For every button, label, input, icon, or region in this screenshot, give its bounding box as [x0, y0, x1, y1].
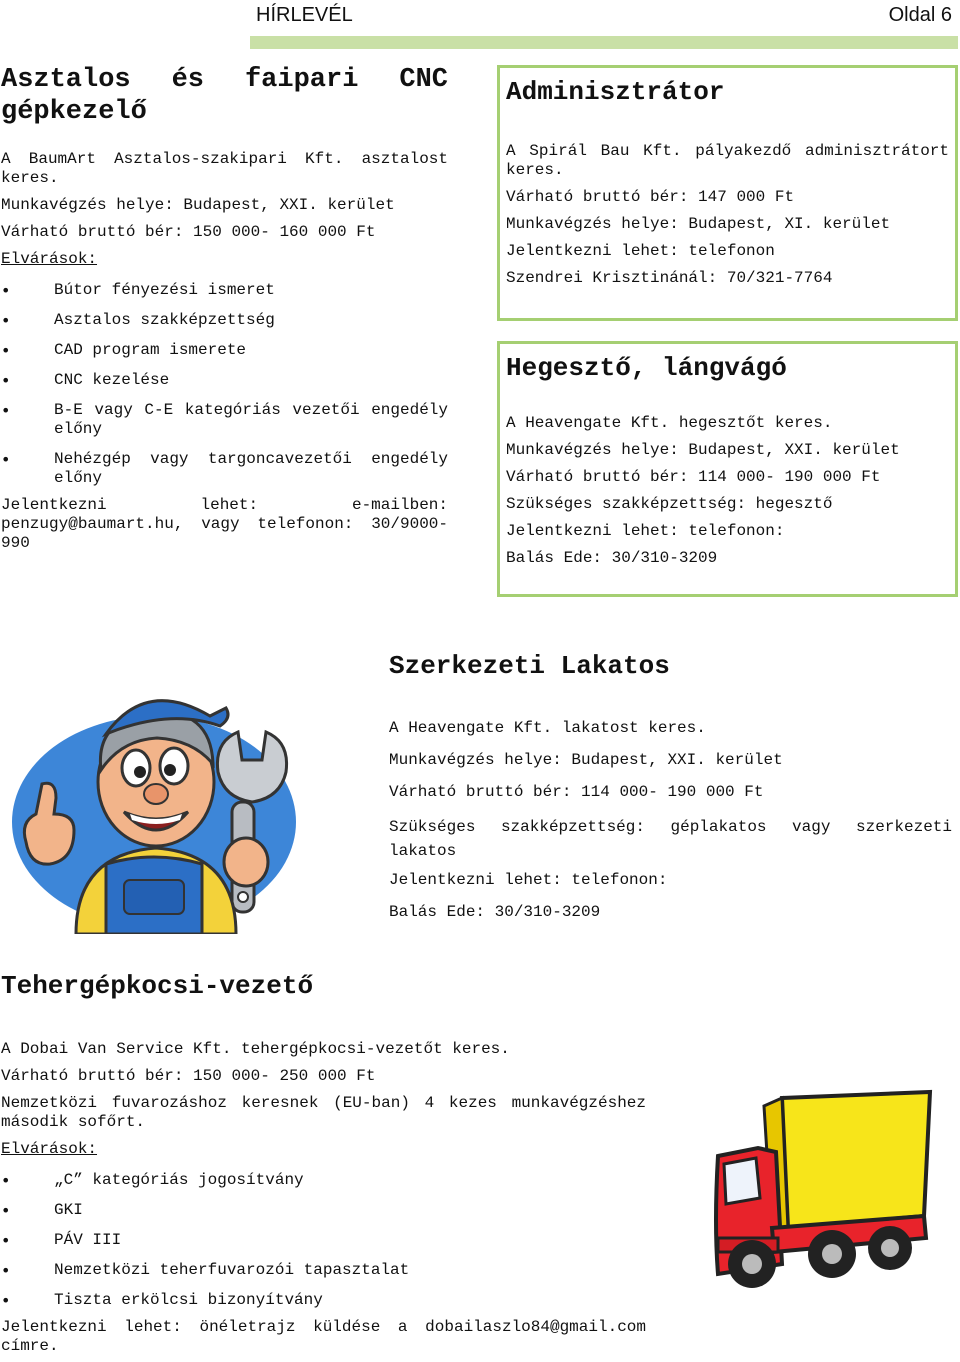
job-title: Hegesztő, lángvágó	[506, 353, 787, 383]
job-contact: Jelentkezni lehet: önéletrajz küldése a dobailaszlo84@gmail.com címre.	[1, 1318, 646, 1355]
job-salary: Várható bruttó bér: 114 000- 190 000 Ft	[506, 468, 881, 486]
job-qualification: Szükséges szakképzettség: hegesztő	[506, 495, 833, 513]
worker-illustration	[6, 672, 306, 934]
list-item: • PÁV III	[1, 1231, 646, 1250]
job-intro: A BaumArt Asztalos-szakipari Kft. asztalost keres.	[1, 150, 448, 187]
list-item: • Nemzetközi teherfuvarozói tapasztalat	[1, 1261, 646, 1280]
job-salary: Várható bruttó bér: 150 000- 160 000 Ft	[1, 223, 376, 241]
truck-icon	[712, 1088, 934, 1298]
job-contact: Jelentkezni lehet: telefonon:	[389, 871, 668, 889]
job-title: Tehergépkocsi-vezető	[1, 971, 314, 1001]
requirements-label: Elvárások:	[1, 1140, 98, 1158]
list-item: • Tiszta erkölcsi bizonyítvány	[1, 1291, 646, 1310]
list-item: • B-E vagy C-E kategóriás vezetői engedély előny	[1, 401, 448, 439]
requirements-label: Elvárások:	[1, 250, 98, 268]
list-item: • CAD program ismerete	[1, 341, 448, 360]
job-contact-person: Balás Ede: 30/310-3209	[506, 549, 718, 567]
job-description: Nemzetközi fuvarozáshoz keresnek (EU-ban) 4 kezes munkavégzéshez második sofőrt.	[1, 1094, 646, 1131]
job-qualification: Szükséges szakképzettség: géplakatos vagy szerkezeti lakatos	[389, 818, 952, 860]
newsletter-label: HÍRLEVÉL	[256, 4, 353, 26]
job-title: Asztalos és faipari CNC gépkezelő	[1, 65, 448, 127]
list-item: • Nehézgép vagy targoncavezetői engedély előny	[1, 450, 448, 488]
list-item: • GKI	[1, 1201, 646, 1220]
job-location: Munkavégzés helye: Budapest, XXI. kerület	[506, 441, 900, 459]
job-intro: A Dobai Van Service Kft. tehergépkocsi-vezetőt keres.	[1, 1040, 510, 1058]
list-item: • „C” kategóriás jogosítvány	[1, 1171, 646, 1190]
job-salary: Várható bruttó bér: 114 000- 190 000 Ft	[389, 783, 764, 801]
job-location: Munkavégzés helye: Budapest, XI. kerület	[506, 215, 891, 233]
list-item: • Asztalos szakképzettség	[1, 311, 448, 330]
job-intro: A Heavengate Kft. lakatost keres.	[389, 719, 706, 737]
job-salary: Várható bruttó bér: 147 000 Ft	[506, 188, 795, 206]
job-location: Munkavégzés helye: Budapest, XXI. kerület	[389, 751, 783, 769]
job-intro: A Spirál Bau Kft. pályakezdő adminisztrátort keres.	[506, 142, 949, 179]
job-contact: Jelentkezni lehet: e-mailben: penzugy@baumart.hu, vagy telefonon: 30/9000-990	[1, 496, 448, 552]
page-number: Oldal 6	[888, 4, 952, 26]
job-contact: Jelentkezni lehet: telefonon	[506, 242, 775, 260]
job-title: Szerkezeti Lakatos	[389, 651, 670, 681]
job-contact-person: Balás Ede: 30/310-3209	[389, 903, 601, 921]
job-asztalos	[1, 64, 448, 553]
list-item: • CNC kezelése	[1, 371, 448, 390]
job-szerkezeti-lakatos	[389, 650, 952, 922]
job-hegeszto	[497, 341, 958, 597]
job-contact-person: Szendrei Krisztinánál: 70/321-7764	[506, 269, 833, 287]
job-location: Munkavégzés helye: Budapest, XXI. kerület	[1, 196, 395, 214]
list-item: • Bútor fényezési ismeret	[1, 281, 448, 300]
job-contact: Jelentkezni lehet: telefonon:	[506, 522, 785, 540]
job-intro: A Heavengate Kft. hegesztőt keres.	[506, 414, 833, 432]
mechanic-icon	[6, 672, 306, 934]
truck-illustration	[712, 1088, 934, 1298]
job-salary: Várható bruttó bér: 150 000- 250 000 Ft	[1, 1067, 376, 1085]
requirements-list	[1, 1171, 646, 1310]
job-adminisztrator	[497, 65, 958, 321]
requirements-list	[1, 281, 448, 488]
job-title: Adminisztrátor	[506, 77, 725, 107]
header-bar	[250, 36, 958, 49]
job-tehergepkocsi-vezeto	[1, 970, 646, 1356]
